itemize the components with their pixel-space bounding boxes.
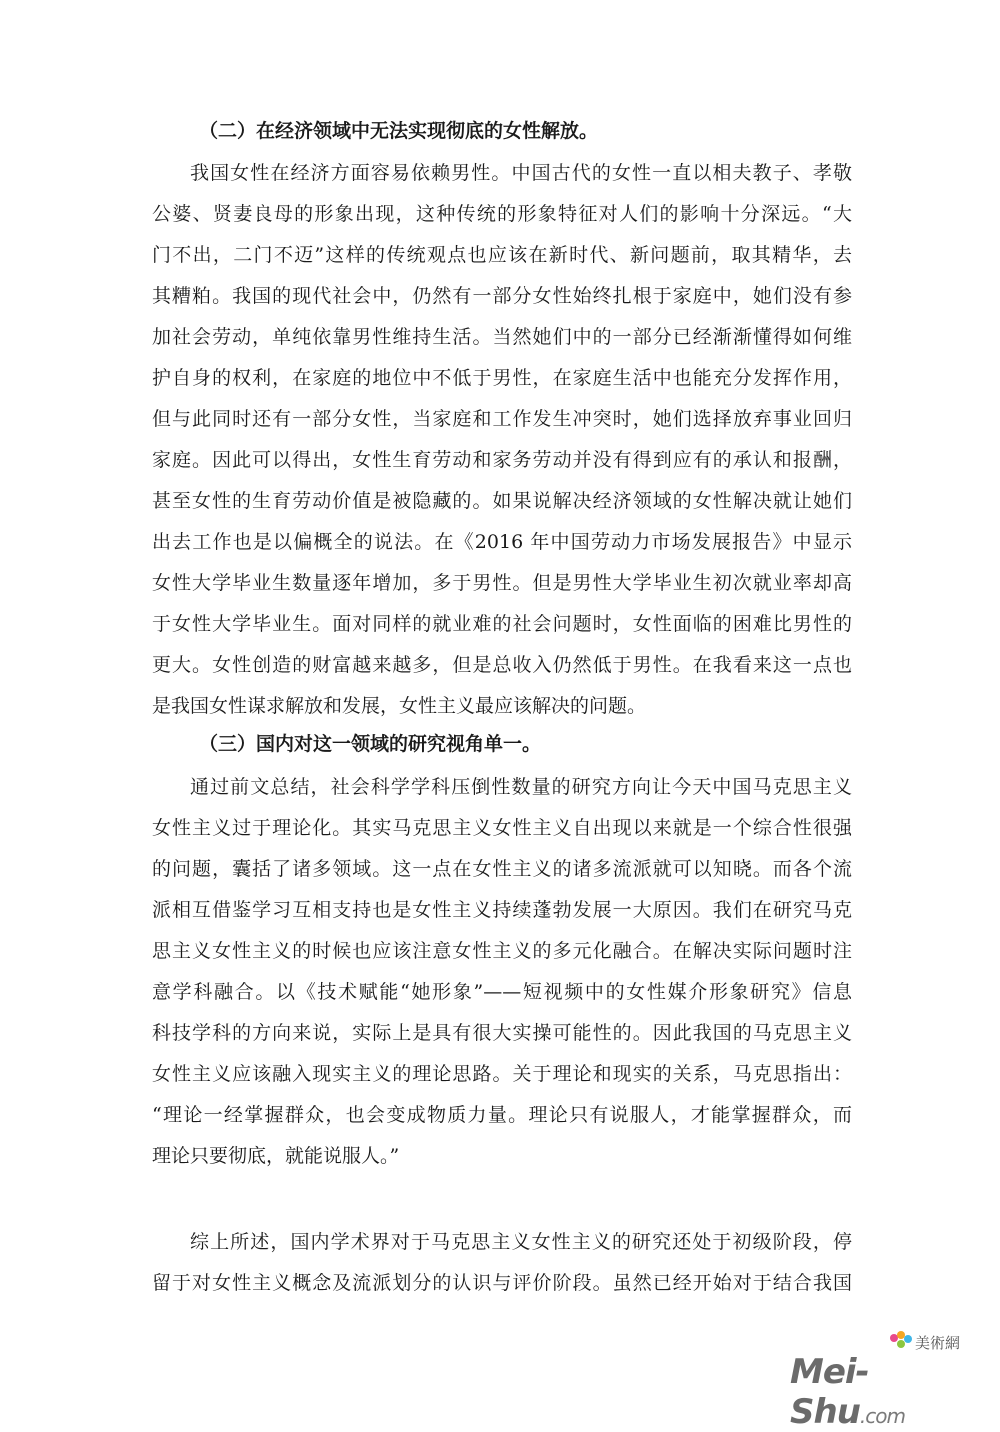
paragraph-line: 思主义女性主义的时候也应该注意女性主义的多元化融合。在解决实际问题时注 — [152, 940, 852, 962]
paragraph-line: 科技学科的方向来说，实际上是具有很大实操可能性的。因此我国的马克思主义 — [152, 1022, 852, 1044]
paragraph-line: 更大。女性创造的财富越来越多，但是总收入仍然低于男性。在我看来这一点也 — [152, 654, 852, 676]
flower-icon — [888, 1330, 914, 1352]
watermark-logo — [790, 1330, 980, 1432]
paragraph-line: 意学科融合。以《技术赋能“她形象”——短视频中的女性媒介形象研究》信息 — [152, 981, 852, 1003]
paragraph-line: 甚至女性的生育劳动价值是被隐藏的。如果说解决经济领域的女性解决就让她们 — [152, 490, 852, 512]
paragraph-line: 其糟粕。我国的现代社会中，仍然有一部分女性始终扎根于家庭中，她们没有参 — [152, 285, 852, 307]
paragraph-line: 留于对女性主义概念及流派划分的认识与评价阶段。虽然已经开始对于结合我国 — [152, 1272, 852, 1294]
paragraph-line: 通过前文总结，社会科学学科压倒性数量的研究方向让今天中国马克思主义 — [190, 776, 852, 798]
watermark-logo-text: Mei-Shu.com — [790, 1352, 905, 1432]
paragraph-line: 门不出，二门不迈”这样的传统观点也应该在新时代、新问题前，取其精华，去 — [152, 244, 852, 266]
paragraph-line: 我国女性在经济方面容易依赖男性。中国古代的女性一直以相夫教子、孝敬 — [190, 162, 852, 184]
paragraph-line: 护自身的权利，在家庭的地位中不低于男性，在家庭生活中也能充分发挥作用， — [152, 367, 852, 389]
paragraph-line: 女性主义应该融入现实主义的理论思路。关于理论和现实的关系，马克思指出： — [152, 1063, 852, 1085]
paragraph-line: 出去工作也是以偏概全的说法。在《2016 年中国劳动力市场发展报告》中显示 — [152, 531, 852, 553]
paragraph-line: 加社会劳动，单纯依靠男性维持生活。当然她们中的一部分已经渐渐懂得如何维 — [152, 326, 852, 348]
paragraph-line: 的问题，囊括了诸多领域。这一点在女性主义的诸多流派就可以知晓。而各个流 — [152, 858, 852, 880]
paragraph-line: “理论一经掌握群众，也会变成物质力量。理论只有说服人，才能掌握群众，而 — [152, 1104, 852, 1126]
section-heading-2: （二）在经济领域中无法实现彻底的女性解放。 — [199, 120, 599, 142]
paragraph-line: 女性大学毕业生数量逐年增加，多于男性。但是男性大学毕业生初次就业率却高 — [152, 572, 852, 594]
watermark-chinese-name: 美術網 — [915, 1334, 961, 1352]
section-heading-3: （三）国内对这一领域的研究视角单一。 — [199, 733, 542, 755]
paragraph-line: 但与此同时还有一部分女性，当家庭和工作发生冲突时，她们选择放弃事业回归 — [152, 408, 852, 430]
paragraph-line: 综上所述，国内学术界对于马克思主义女性主义的研究还处于初级阶段，停 — [190, 1231, 852, 1253]
paragraph-line: 家庭。因此可以得出，女性生育劳动和家务劳动并没有得到应有的承认和报酬， — [152, 449, 852, 471]
paragraph-line: 女性主义过于理论化。其实马克思主义女性主义自出现以来就是一个综合性很强 — [152, 817, 852, 839]
paragraph-line: 派相互借鉴学习互相支持也是女性主义持续蓬勃发展一大原因。我们在研究马克 — [152, 899, 852, 921]
paragraph-line: 理论只要彻底，就能说服人。” — [152, 1145, 400, 1167]
paragraph-line: 于女性大学毕业生。面对同样的就业难的社会问题时，女性面临的困难比男性的 — [152, 613, 852, 635]
paragraph-line: 是我国女性谋求解放和发展，女性主义最应该解决的问题。 — [152, 695, 647, 717]
paragraph-line: 公婆、贤妻良母的形象出现，这种传统的形象特征对人们的影响十分深远。“大 — [152, 203, 852, 225]
